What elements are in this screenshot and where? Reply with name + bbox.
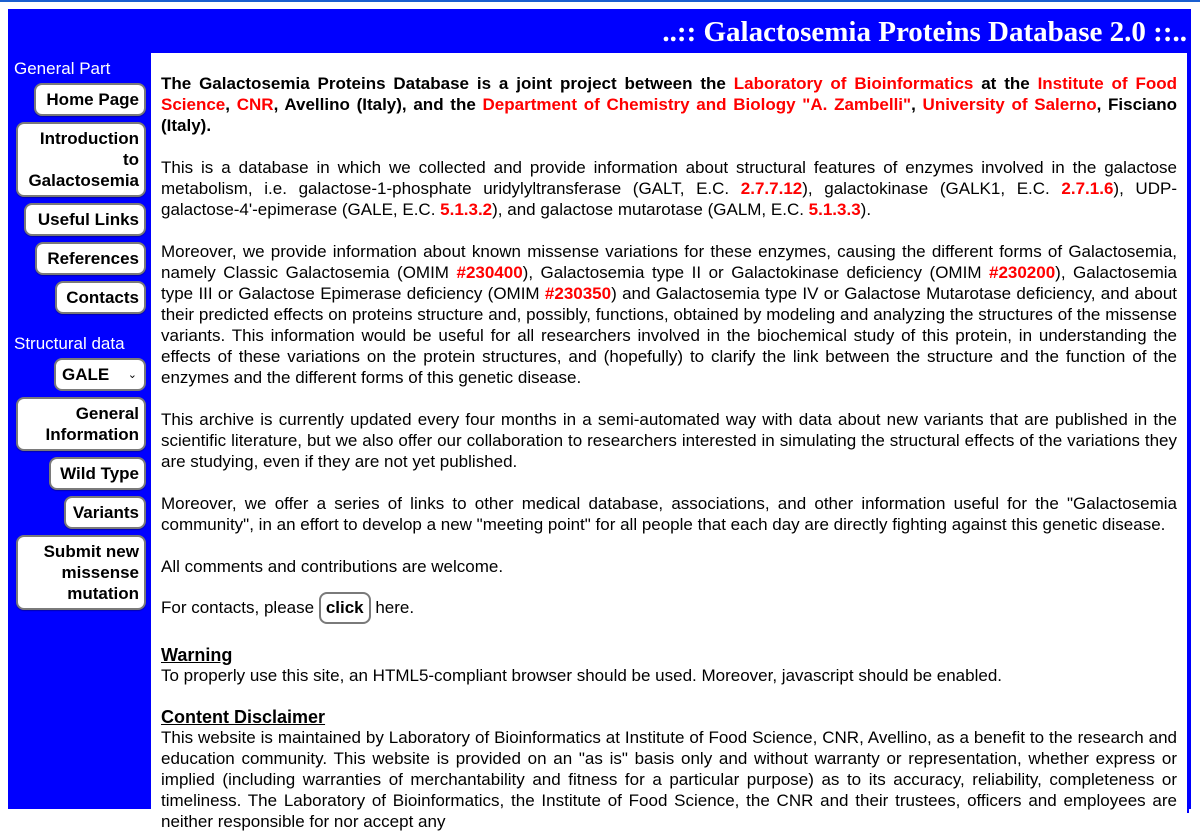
nav-wild-type[interactable]: Wild Type (49, 457, 146, 490)
enzymes-paragraph (161, 157, 1177, 220)
structural-data-heading: Structural data (14, 334, 125, 353)
contact-click-button[interactable]: click (319, 592, 371, 624)
link-university-salerno[interactable]: University of Salerno (922, 95, 1097, 114)
text: ), and galactose mutarotase (GALM, E.C. (492, 200, 809, 219)
link-institute-food-science[interactable]: Institute of Food Science (161, 74, 1177, 114)
top-line (0, 0, 1200, 2)
link-ec-galm[interactable]: 5.1.3.3 (808, 200, 861, 219)
text: , (225, 95, 237, 114)
nav-submit-mutation[interactable]: Submit new missense mutation (16, 535, 146, 610)
welcome-paragraph: All comments and contributions are welcome. (161, 557, 504, 576)
text: ), galactokinase (GALK1, E.C. (802, 179, 1062, 198)
archive-paragraph: This archive is currently updated every four months in a semi-automated way with data about new variants that are published in the scientific literature, but we also offer our collaboration to researchers interested in simulating the structural effects of the variations they are studying, even if they are not yet published. (161, 410, 1177, 471)
text: Moreover, we provide information about known missense variations for these enzymes, causing the different forms of Galactosemia, namely Classic Galactosemia (OMIM (161, 242, 1177, 282)
protein-select[interactable] (54, 358, 146, 391)
text: ). (860, 200, 872, 219)
disclaimer-text: This website is maintained by Laboratory of Bioinformatics at Institute of Food Science, CNR, Avellino, as a benefit to the research and education community. This website is provided on an "as is" basis only and without warranty or representation, whether express or implied (including warranties of merchantability and fitness for a particular purpose) as to its accuracy, reliability, completeness or timeliness. The Laboratory of Bioinformatics, the Institute of Food Science, the CNR and their trustees, officers and employees are neither responsible for nor accept any (161, 728, 1177, 831)
nav-home-page[interactable]: Home Page (34, 83, 146, 116)
text: , Avellino (Italy), and the (273, 95, 483, 114)
site-title: ..:: Galactosemia Proteins Database 2.0 ::.. (662, 16, 1187, 48)
sidebar (8, 57, 146, 610)
nav-contacts[interactable]: Contacts (55, 281, 146, 314)
text: ), UDP-galactose-4'-epimerase (GALE, E.C. (161, 179, 1177, 219)
text: This is a database in which we collected and provide information about structural features of enzymes involved in the galactose metabolism, i.e. galactose-1-phosphate uridylyltransferase (GALT, E.C. (161, 158, 1177, 198)
link-department[interactable]: Department of Chemistry and Biology "A. Zambelli" (482, 95, 912, 114)
protein-select-value: GALE (62, 365, 110, 384)
text: , (911, 95, 923, 114)
nav-introduction[interactable]: Introduction to Galactosemia (16, 122, 146, 197)
warning-text: To properly use this site, an HTML5-compliant browser should be used. Moreover, javascript should be enabled. (161, 666, 1002, 685)
links-paragraph: Moreover, we offer a series of links to other medical database, associations, and other information useful for the "Galactosemia community", in an effort to develop a new "meeting point" for all people that each day are directly fighting against this genetic disease. (161, 494, 1177, 534)
link-omim-230200[interactable]: #230200 (988, 263, 1056, 282)
link-cnr[interactable]: CNR (236, 95, 274, 114)
variations-paragraph (161, 241, 1177, 388)
nav-variants[interactable]: Variants (64, 496, 146, 529)
link-ec-galk1[interactable]: 2.7.1.6 (1061, 179, 1114, 198)
text: ) and Galactosemia type IV or Galactose Mutarotase deficiency, and about their predicted effects on proteins structure and, possibly, functions, obtained by modeling and analyzing the structures of the missense variants. This information would be useful for all researchers involved in the biochemical study of this protein, in understanding the effects of these variations on the protein structures, and (hopefully) to clarify the link between the structure and the function of the enzymes and the different forms of this genetic disease. (161, 284, 1177, 387)
page-frame (8, 9, 1191, 831)
text: For contacts, please (161, 598, 319, 617)
text: , Fisciano (Italy). (161, 95, 1177, 135)
general-part-heading: General Part (14, 59, 111, 78)
link-omim-230350[interactable]: #230350 (544, 284, 612, 303)
text: here. (370, 598, 415, 617)
link-ec-galt[interactable]: 2.7.7.12 (740, 179, 803, 198)
text: ), Galactosemia type III or Galactose Epimerase deficiency (OMIM (161, 263, 1177, 303)
warning-title: Warning (161, 645, 233, 665)
chevron-down-icon: ⌄ (127, 369, 137, 381)
text: The Galactosemia Proteins Database is a joint project between the (161, 74, 734, 93)
contact-line (161, 591, 1177, 625)
link-ec-gale[interactable]: 5.1.3.2 (440, 200, 493, 219)
nav-useful-links[interactable]: Useful Links (24, 203, 146, 236)
main-content (151, 53, 1189, 831)
nav-references[interactable]: References (35, 242, 146, 275)
link-omim-230400[interactable]: #230400 (456, 263, 523, 282)
disclaimer-title: Content Disclaimer (161, 707, 326, 727)
text: ), Galactosemia type II or Galactokinase deficiency (OMIM (522, 263, 989, 282)
text: at the (973, 74, 1038, 93)
nav-general-information[interactable]: General Information (16, 397, 146, 451)
intro-paragraph (161, 73, 1177, 136)
link-lab-bioinformatics[interactable]: Laboratory of Bioinformatics (733, 74, 974, 93)
